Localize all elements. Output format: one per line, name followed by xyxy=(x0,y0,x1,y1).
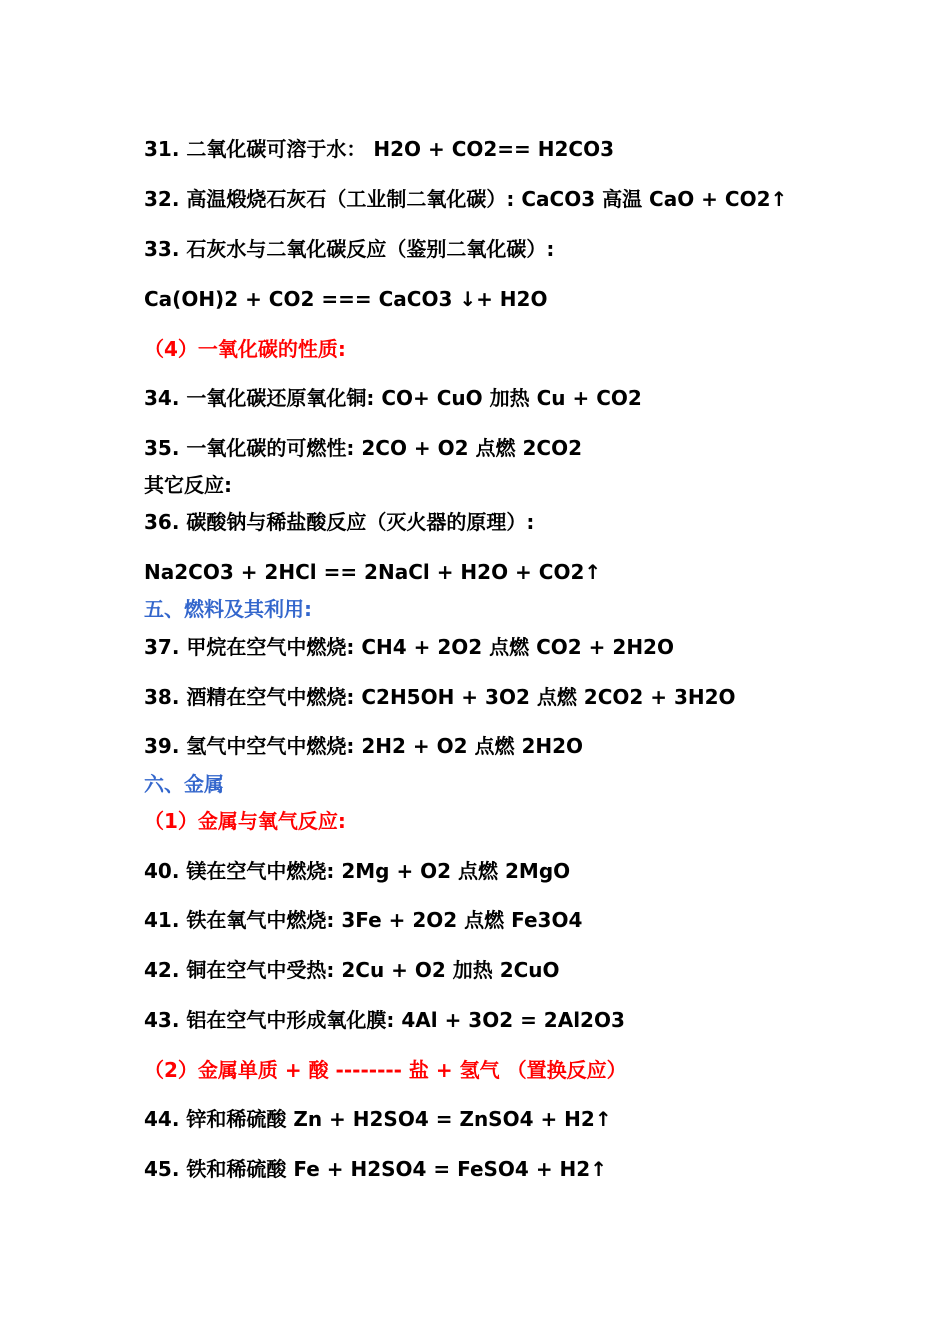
equation-line-38: 38. 酒精在空气中燃烧: C2H5OH + 3O2 点燃 2CO2 + 3H2O xyxy=(144,685,736,709)
equation-line-42: 42. 铜在空气中受热: 2Cu + O2 加热 2CuO xyxy=(144,958,560,982)
equation-line-33-formula: Ca(OH)2 + CO2 === CaCO3 ↓+ H2O xyxy=(144,287,548,311)
equation-line-41: 41. 铁在氧气中燃烧: 3Fe + 2O2 点燃 Fe3O4 xyxy=(144,908,583,932)
section-heading-fuels: 五、燃料及其利用: xyxy=(144,597,312,621)
equation-line-45: 45. 铁和稀硫酸 Fe + H2SO4 = FeSO4 + H2↑ xyxy=(144,1157,607,1181)
equation-line-36: 36. 碳酸钠与稀盐酸反应（灭火器的原理）: xyxy=(144,510,535,534)
equation-line-43: 43. 铝在空气中形成氧化膜: 4Al + 3O2 = 2Al2O3 xyxy=(144,1008,625,1032)
equation-line-34: 34. 一氧化碳还原氧化铜: CO+ CuO 加热 Cu + CO2 xyxy=(144,386,642,410)
equation-line-35: 35. 一氧化碳的可燃性: 2CO + O2 点燃 2CO2 xyxy=(144,436,582,460)
subheading-metal-acid: （2）金属单质 + 酸 -------- 盐 + 氢气 （置换反应） xyxy=(144,1058,627,1082)
equation-line-33: 33. 石灰水与二氧化碳反应（鉴别二氧化碳）: xyxy=(144,237,555,261)
equation-line-40: 40. 镁在空气中燃烧: 2Mg + O2 点燃 2MgO xyxy=(144,859,571,883)
equation-line-39: 39. 氢气中空气中燃烧: 2H2 + O2 点燃 2H2O xyxy=(144,734,584,758)
subheading-other-reactions: 其它反应: xyxy=(144,473,232,497)
equation-line-32: 32. 高温煅烧石灰石（工业制二氧化碳）: CaCO3 高温 CaO + CO2↑ xyxy=(144,187,788,211)
equation-line-44: 44. 锌和稀硫酸 Zn + H2SO4 = ZnSO4 + H2↑ xyxy=(144,1107,612,1131)
subheading-metal-oxygen: （1）金属与氧气反应: xyxy=(144,809,346,833)
equation-line-31: 31. 二氧化碳可溶于水： H2O + CO2== H2CO3 xyxy=(144,137,615,161)
equation-line-37: 37. 甲烷在空气中燃烧: CH4 + 2O2 点燃 CO2 + 2H2O xyxy=(144,635,674,659)
section-heading-carbon-monoxide: （4）一氧化碳的性质: xyxy=(144,337,346,361)
equation-line-36-formula: Na2CO3 + 2HCl == 2NaCl + H2O + CO2↑ xyxy=(144,560,602,584)
section-heading-metals: 六、金属 xyxy=(144,772,224,796)
